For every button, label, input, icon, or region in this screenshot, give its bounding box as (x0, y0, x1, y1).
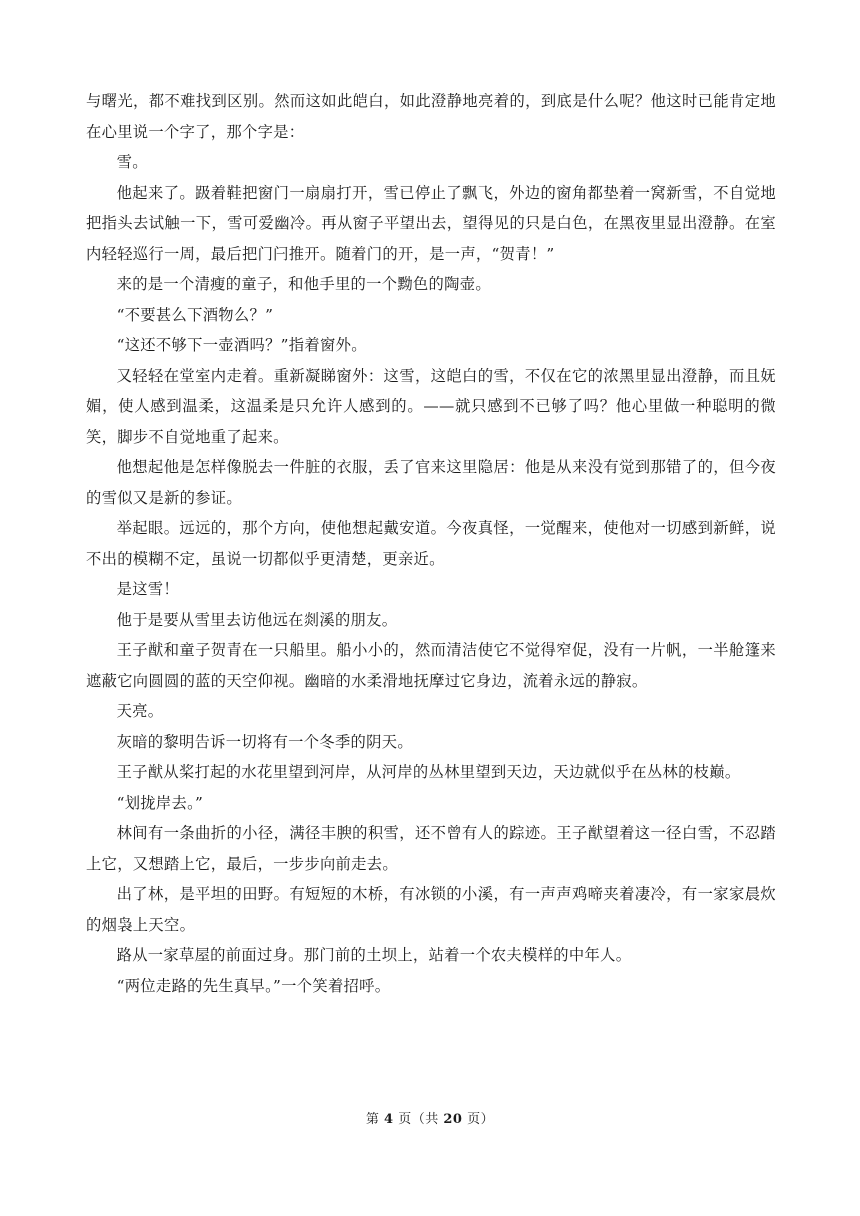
footer-prefix: 第 (365, 1112, 380, 1127)
paragraph: “两位走路的先生真早。”一个笑着招呼。 (116, 976, 391, 995)
paragraph: 灰暗的黎明告诉一切将有一个冬季的阴天。 (116, 732, 413, 751)
paragraph: 天亮。 (116, 702, 164, 720)
paragraph: “这还不够下一壶酒吗？”指着窗外。 (116, 336, 367, 354)
page-footer (0, 1108, 860, 1127)
paragraph: 王子猷从桨打起的水花里望到河岸，从河岸的丛林里望到天边，天边就似乎在丛林的枝巅。 (116, 763, 741, 781)
paragraph: “划拢岸去。” (116, 793, 204, 812)
page-number: 4 (384, 1112, 394, 1127)
paragraph: 来的是一个清瘦的童子，和他手里的一个黝色的陶壶。 (116, 275, 491, 293)
paragraph-continued: 与曙光，都不难找到区别。然而这如此皑白，如此澄静地亮着的，到底是什么呢？他这时已能肯定地在心里说一个字了，那个字是： (86, 92, 776, 141)
total-pages: 20 (443, 1112, 463, 1127)
paragraph: 他想起他是怎样像脱去一件脏的衣服，丢了官来这里隐居：他是从来没有觉到那错了的，但今夜的雪似又是新的参证。 (86, 458, 776, 507)
paragraph: 出了林，是平坦的田野。有短短的木桥，有冰锁的小溪，有一声声鸡啼夹着凄冷，有一家家晨炊的烟袅上天空。 (86, 885, 776, 934)
paragraph: “不要甚么下酒物么？” (116, 305, 274, 324)
paragraph: 又轻轻在堂室内走着。重新凝睇窗外：这雪，这皑白的雪，不仅在它的浓黑里显出澄静，而且妩媚，使人感到温柔，这温柔是只允许人感到的。——就只感到不已够了吗？他心里做一种聪明的微笑，脚步不自觉地重了起来。 (86, 366, 776, 446)
paragraph: 举起眼。远远的，那个方向，使他想起戴安道。今夜真怪，一觉醒来，使他对一切感到新鲜，说不出的模糊不定，虽说一切都似乎更清楚，更亲近。 (86, 519, 776, 568)
paragraph: 路从一家草屋的前面过身。那门前的土坝上，站着一个农夫模样的中年人。 (116, 946, 632, 964)
footer-middle: 页（共 (398, 1112, 439, 1127)
footer-suffix: 页） (467, 1112, 495, 1127)
paragraph: 王子猷和童子贺青在一只船里。船小小的，然而清洁使它不觉得窄促，没有一片帆，一半舱篷来遮蔽它向圆圆的蓝的天空仰视。幽暗的水柔滑地抚摩过它身边，流着永远的静寂。 (86, 641, 776, 690)
paragraph: 他起来了。趿着鞋把窗门一扇扇打开，雪已停止了飘飞，外边的窗角都垫着一窝新雪，不自觉地把指头去试触一下，雪可爱幽冷。再从窗子平望出去，望得见的只是白色，在黑夜里显出澄静。在室内轻轻巡行一周，最后把门闩推开。随着门的开，是一声，“贺青！” (86, 183, 776, 263)
paragraph: 雪。 (116, 153, 148, 171)
paragraph: 林间有一条曲折的小径，满径丰腴的积雪，还不曾有人的踪迹。王子猷望着这一径白雪，不忍踏上它，又想踏上它，最后，一步步向前走去。 (86, 824, 776, 873)
paragraph: 是这雪！ (116, 580, 179, 598)
paragraph: 他于是要从雪里去访他远在剡溪的朋友。 (116, 610, 398, 629)
body-text (86, 86, 776, 1001)
